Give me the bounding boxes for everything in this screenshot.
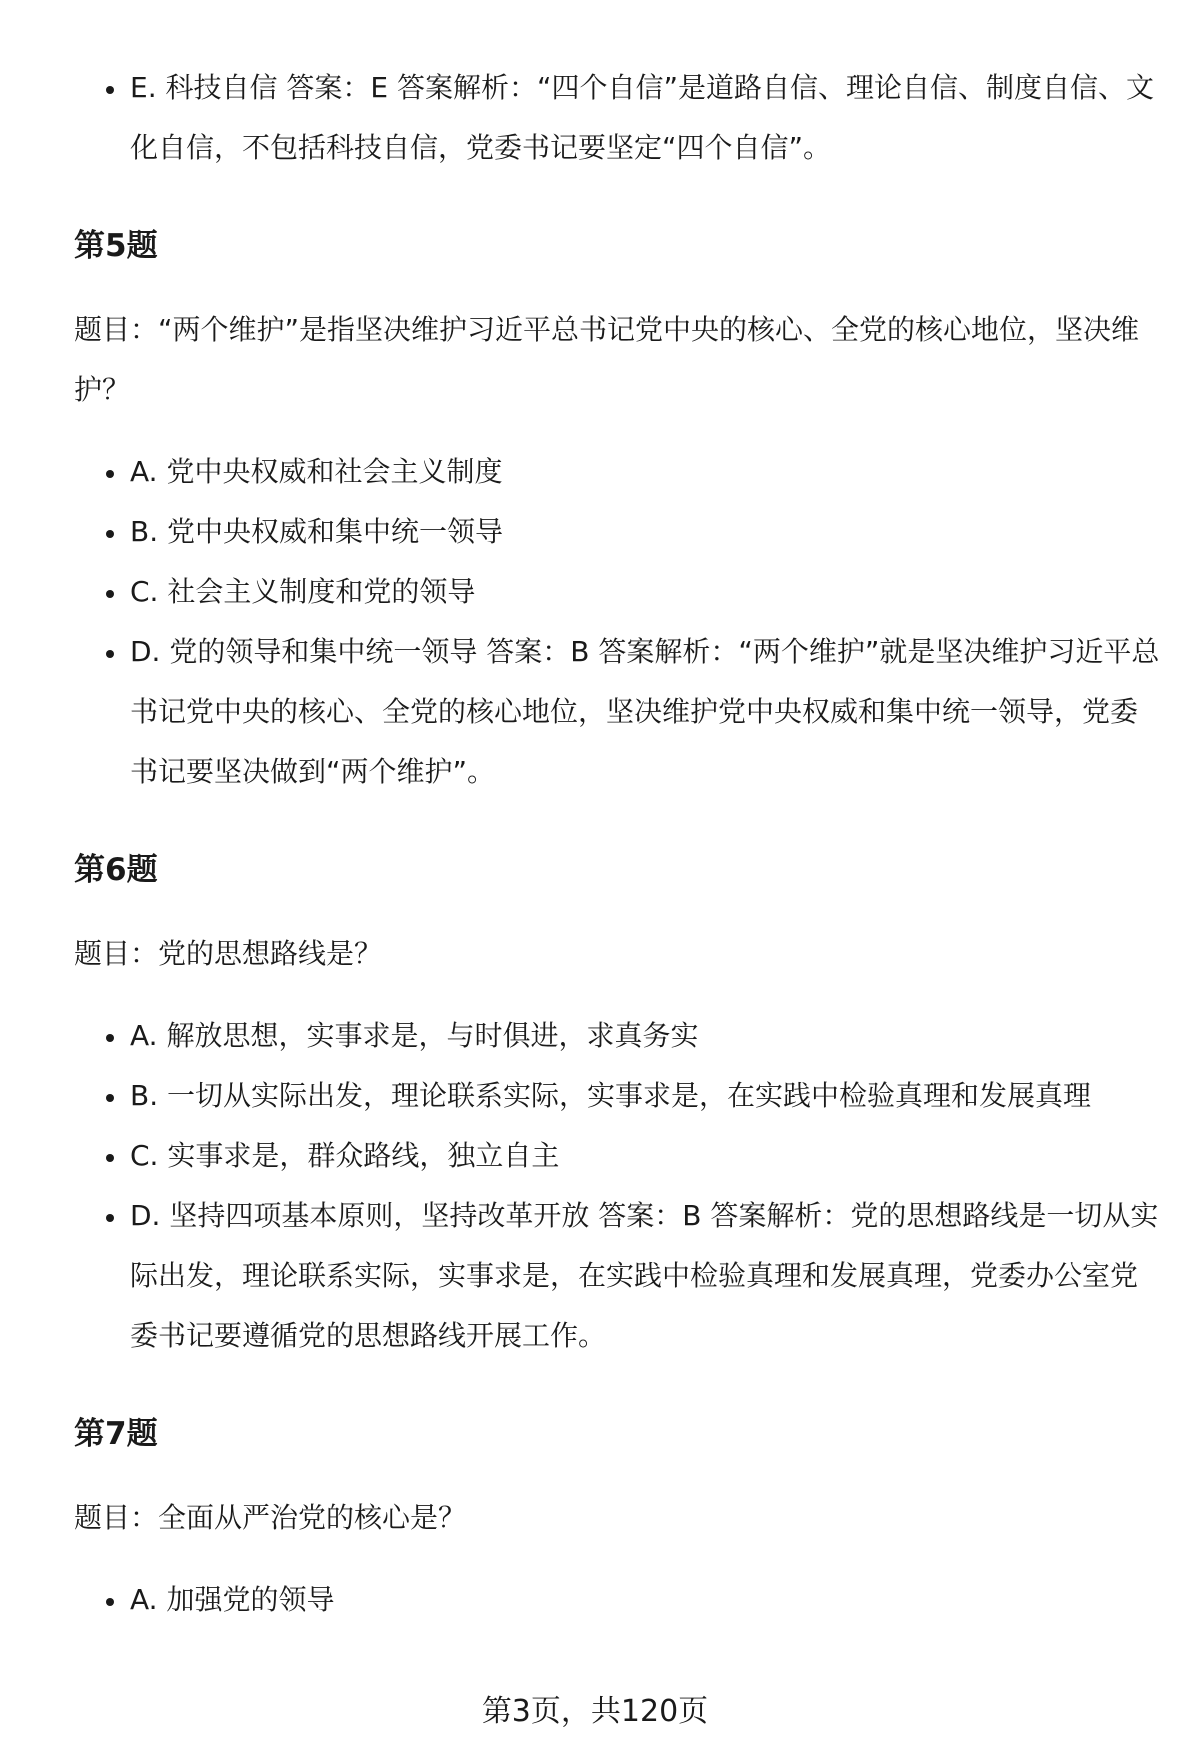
question-options <box>74 1570 1164 1630</box>
question-options <box>74 1006 1164 1366</box>
option-c: C. 社会主义制度和党的领导 <box>74 562 1164 622</box>
carryover-options <box>74 58 1164 178</box>
question-options <box>74 442 1164 802</box>
question-stem: 题目：全面从严治党的核心是？ <box>74 1501 467 1534</box>
question-7 <box>74 1414 1164 1630</box>
option-a: A. 加强党的领导 <box>74 1570 1164 1630</box>
question-title: 第7题 <box>74 1416 158 1452</box>
option-d: D. 坚持四项基本原则，坚持改革开放 答案：B 答案解析：党的思想路线是一切从实际出发，理论联系实际，实事求是，在实践中检验真理和发展真理，党委办公室党委书记要遵循党的思想路线开展工作。 <box>74 1186 1164 1366</box>
document-content <box>74 58 1164 1630</box>
option-c: C. 实事求是，群众路线，独立自主 <box>74 1126 1164 1186</box>
option-d: D. 党的领导和集中统一领导 答案：B 答案解析：“两个维护”就是坚决维护习近平总书记党中央的核心、全党的核心地位，坚决维护党中央权威和集中统一领导，党委书记要坚决做到“两个维护”。 <box>74 622 1164 802</box>
option-e: E. 科技自信 答案：E 答案解析：“四个自信”是道路自信、理论自信、制度自信、文化自信，不包括科技自信，党委书记要坚定“四个自信”。 <box>74 58 1164 178</box>
option-a: A. 党中央权威和社会主义制度 <box>74 442 1164 502</box>
option-b: B. 党中央权威和集中统一领导 <box>74 502 1164 562</box>
option-b: B. 一切从实际出发，理论联系实际，实事求是，在实践中检验真理和发展真理 <box>74 1066 1164 1126</box>
question-stem: 题目：“两个维护”是指坚决维护习近平总书记党中央的核心、全党的核心地位，坚决维护？ <box>74 313 1140 406</box>
question-title: 第6题 <box>74 852 158 888</box>
page-footer: 第3页，共120页 <box>481 1694 709 1729</box>
question-title: 第5题 <box>74 228 158 264</box>
question-6 <box>74 850 1164 1366</box>
question-5 <box>74 226 1164 802</box>
question-stem: 题目：党的思想路线是？ <box>74 937 383 970</box>
option-a: A. 解放思想，实事求是，与时俱进，求真务实 <box>74 1006 1164 1066</box>
